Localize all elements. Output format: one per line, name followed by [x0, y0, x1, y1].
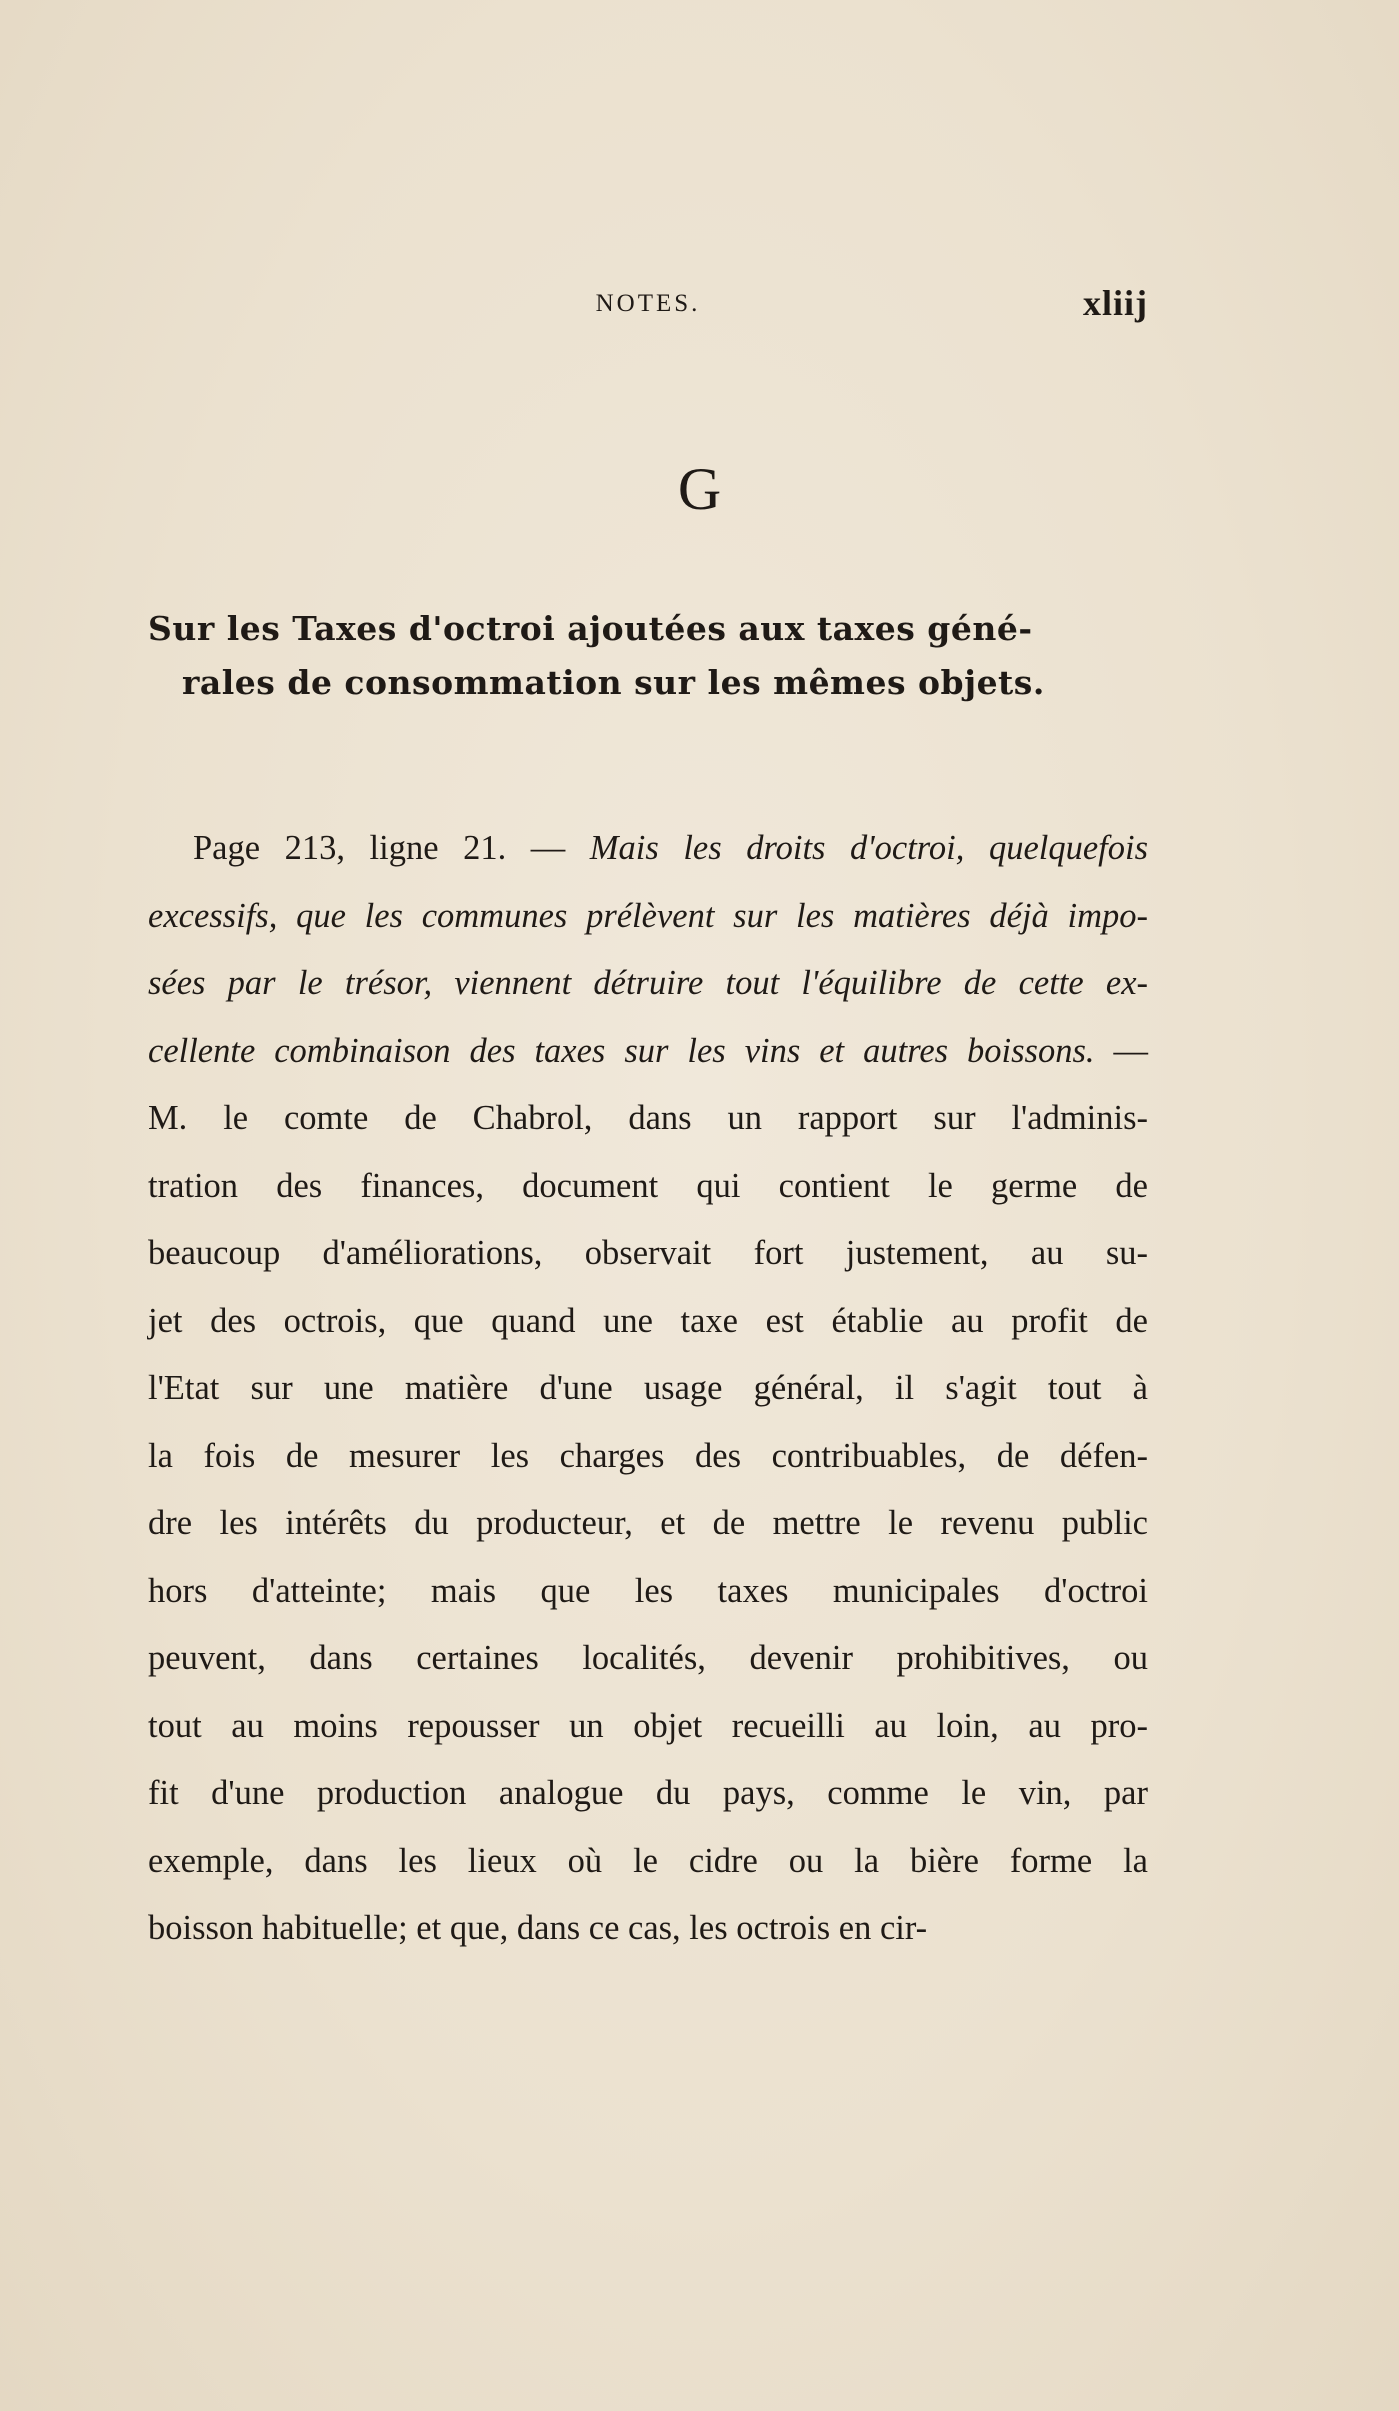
running-title: NOTES. [595, 290, 701, 317]
text-line [148, 1625, 1148, 1693]
text-line [148, 1693, 1148, 1761]
text-line [148, 1355, 1148, 1423]
page-number: xliij [1083, 283, 1148, 323]
text-roman: fit d'une production analogue du pays, comme le vin, par [148, 1774, 1148, 1812]
text-italic: excessifs, que les communes prélèvent sur les matières déjà impo- [148, 896, 1148, 935]
text-line [148, 1220, 1148, 1288]
section-letter: G [677, 456, 722, 522]
text-line [148, 1490, 1148, 1558]
section-heading-line: rales de consommation sur les mêmes objets. [182, 663, 1045, 702]
text-roman: exemple, dans les lieux où le cidre ou la bière forme la [148, 1841, 1148, 1880]
text-roman: l'Etat sur une matière d'une usage général, il s'agit tout à [148, 1369, 1148, 1407]
text-italic: cellente combinaison des taxes sur les vins et autres boissons. [148, 1031, 1095, 1070]
text-roman: Page 213, ligne 21. — [193, 829, 590, 867]
section-heading [148, 602, 1148, 710]
text-roman: dre les intérêts du producteur, et de mettre le revenu public [148, 1504, 1148, 1542]
text-line [148, 1153, 1148, 1221]
text-roman: la fois de mesurer les charges des contribuables, de défen- [148, 1436, 1148, 1475]
section-heading-line: Sur les Taxes d'octroi ajoutées aux taxes géné- [148, 609, 1033, 648]
text-roman: hors d'atteinte; mais que les taxes municipales d'octroi [148, 1571, 1148, 1610]
text-roman: peuvent, dans certaines localités, devenir prohibitives, ou [148, 1639, 1148, 1677]
text-roman: tration des finances, document qui contient le germe de [148, 1166, 1148, 1205]
text-line [148, 1085, 1148, 1153]
text-italic: sées par le trésor, viennent détruire tout l'équilibre de cette ex- [148, 964, 1148, 1002]
text-roman: boisson habituelle; et que, dans ce cas, les octrois en cir- [148, 1909, 928, 1947]
text-roman: tout au moins repousser un objet recueilli au loin, au pro- [148, 1706, 1148, 1745]
text-line [148, 1760, 1148, 1828]
running-head [148, 282, 1148, 332]
text-line [148, 883, 1148, 951]
text-line [148, 1828, 1148, 1896]
text-line [148, 815, 1148, 883]
text-roman: M. le comte de Chabrol, dans un rapport sur l'adminis- [148, 1099, 1148, 1137]
text-line [148, 1288, 1148, 1356]
body-text [148, 815, 1148, 1963]
text-line [148, 1423, 1148, 1491]
text-roman: beaucoup d'améliorations, observait fort justement, au su- [148, 1234, 1148, 1272]
text-italic: Mais les droits d'octroi, quelquefois [589, 829, 1148, 867]
text-roman: — [1094, 1031, 1148, 1070]
text-line [148, 950, 1148, 1018]
text-line [148, 1895, 1148, 1963]
text-line [148, 1018, 1148, 1086]
text-roman: jet des octrois, que quand une taxe est établie au profit de [148, 1301, 1148, 1340]
text-line [148, 1558, 1148, 1626]
